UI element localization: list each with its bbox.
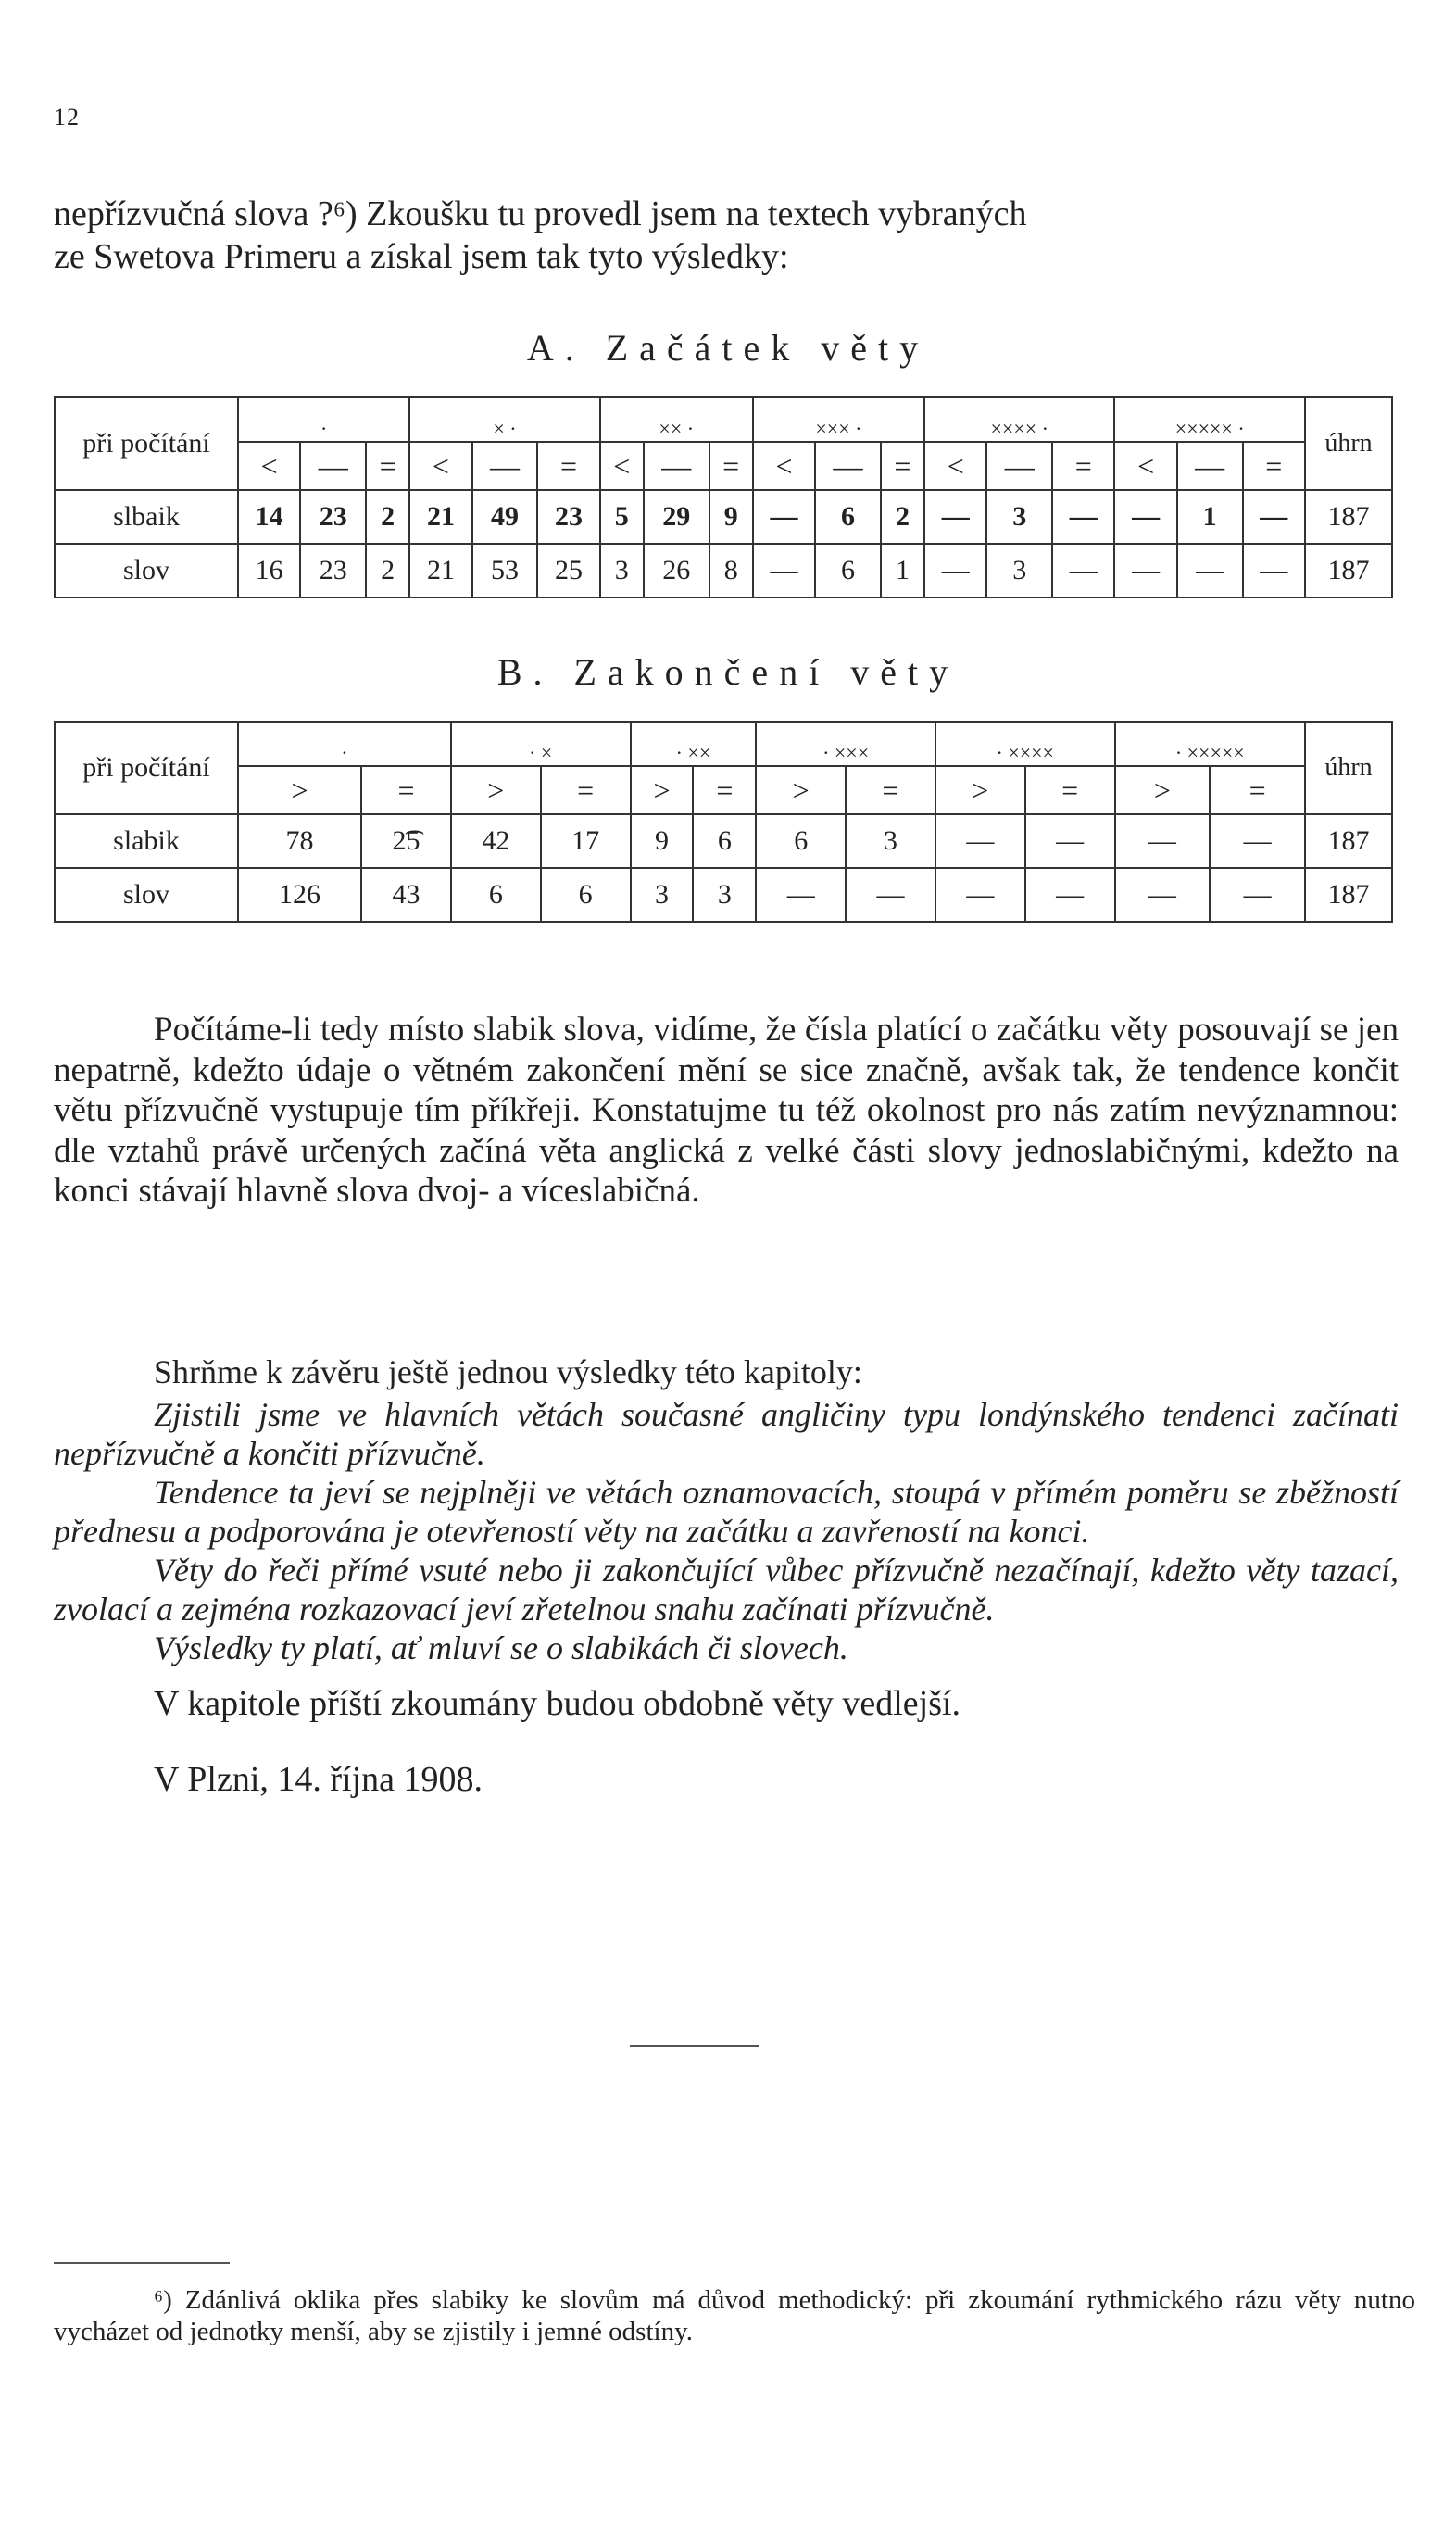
table-cell: 3 bbox=[600, 544, 644, 597]
table-cell: 5 bbox=[600, 490, 644, 544]
table-cell: 23 bbox=[300, 544, 366, 597]
table-cell: 3 bbox=[986, 490, 1052, 544]
table-row bbox=[55, 544, 1392, 597]
table-cell: 6 bbox=[541, 868, 631, 922]
summary-point: Tendence ta jeví se nejplněji ve větách oznamovacích, stoupá v přímém poměru se zběžností přednesu a podporována je otevřeností věty na začátku a zavřeností na konci. bbox=[54, 1474, 1399, 1550]
table-row bbox=[55, 868, 1392, 922]
table-a-ops-row bbox=[55, 442, 1392, 490]
table-b-pattern: · ×× bbox=[631, 722, 757, 766]
comparison-op: = bbox=[541, 766, 631, 814]
table-cell: 1 bbox=[881, 544, 924, 597]
row-total: 187 bbox=[1305, 490, 1392, 544]
summary bbox=[54, 1352, 1399, 1799]
comparison-op: — bbox=[1177, 442, 1243, 490]
table-a-pattern: ××× · bbox=[753, 397, 924, 442]
table-cell: — bbox=[1243, 490, 1306, 544]
table-b-pattern: · × bbox=[451, 722, 631, 766]
table-cell: 23 bbox=[300, 490, 366, 544]
table-cell: — bbox=[924, 490, 986, 544]
table-cell: 25 bbox=[537, 544, 599, 597]
comparison-op: = bbox=[881, 442, 924, 490]
table-cell: — bbox=[1210, 868, 1305, 922]
summary-point: Výsledky ty platí, ať mluví se o slabikách či slovech. bbox=[154, 1629, 848, 1666]
page-number: 12 bbox=[54, 104, 80, 131]
row-label: slabik bbox=[55, 814, 238, 868]
table-cell: 2 bbox=[366, 490, 409, 544]
table-cell: 3 bbox=[846, 814, 935, 868]
comparison-op: — bbox=[300, 442, 366, 490]
table-cell: — bbox=[756, 868, 846, 922]
table-cell: 1 bbox=[1177, 490, 1243, 544]
row-total: 187 bbox=[1305, 814, 1392, 868]
table-cell: — bbox=[1052, 490, 1114, 544]
table-cell: — bbox=[1052, 544, 1114, 597]
table-b bbox=[54, 721, 1393, 923]
table-a-pattern: · bbox=[238, 397, 409, 442]
table-cell: 6 bbox=[451, 868, 541, 922]
summary-point: Zjistili jsme ve hlavních větách současné angličiny typu londýnského tendenci začínati nepřízvučně a končiti přízvučně. bbox=[54, 1396, 1399, 1472]
table-cell: 78 bbox=[238, 814, 361, 868]
table-a bbox=[54, 396, 1393, 598]
table-cell: 6 bbox=[815, 490, 881, 544]
body-paragraph bbox=[54, 1010, 1399, 1212]
comparison-op: — bbox=[815, 442, 881, 490]
signoff: V Plzni, 14. října 1908. bbox=[154, 1760, 483, 1799]
table-a-pattern: × · bbox=[409, 397, 599, 442]
comparison-op: < bbox=[600, 442, 644, 490]
comparison-op: — bbox=[986, 442, 1052, 490]
comparison-op: < bbox=[753, 442, 815, 490]
table-a-row-header: při počítání bbox=[55, 397, 238, 490]
table-a-pattern: ×××× · bbox=[924, 397, 1114, 442]
table-b-ops-row bbox=[55, 766, 1392, 814]
table-a-total-header: úhrn bbox=[1305, 397, 1392, 490]
comparison-op: > bbox=[238, 766, 361, 814]
table-cell: 2 bbox=[881, 490, 924, 544]
comparison-op: > bbox=[1115, 766, 1211, 814]
comparison-op: = bbox=[1025, 766, 1115, 814]
table-cell: 42 bbox=[451, 814, 541, 868]
intro-paragraph bbox=[54, 193, 1399, 278]
table-cell: 9 bbox=[631, 814, 694, 868]
footnote-divider bbox=[54, 2262, 230, 2264]
table-cell: — bbox=[1025, 868, 1115, 922]
table-cell: — bbox=[935, 868, 1025, 922]
table-cell: 126 bbox=[238, 868, 361, 922]
table-cell: 3 bbox=[693, 868, 756, 922]
table-cell: 6 bbox=[693, 814, 756, 868]
comparison-op: > bbox=[935, 766, 1025, 814]
table-cell: — bbox=[846, 868, 935, 922]
table-cell: 6 bbox=[756, 814, 846, 868]
row-total: 187 bbox=[1305, 544, 1392, 597]
table-b-total-header: úhrn bbox=[1305, 722, 1392, 814]
comparison-op: < bbox=[409, 442, 471, 490]
table-cell: — bbox=[1114, 544, 1176, 597]
summary-lead: Shrňme k závěru ještě jednou výsledky této kapitoly: bbox=[154, 1353, 862, 1390]
table-cell: — bbox=[1243, 544, 1306, 597]
comparison-op: < bbox=[924, 442, 986, 490]
table-cell: 53 bbox=[472, 544, 538, 597]
comparison-op: — bbox=[472, 442, 538, 490]
comparison-op: = bbox=[366, 442, 409, 490]
table-b-title: B. Zakončení věty bbox=[496, 651, 960, 693]
body-paragraph-text: Počítáme-li tedy místo slabik slova, vidíme, že čísla platící o začátku věty posouvají se jen nepatrně, kdežto údaje o větném zakončení mění se sice značně, avšak tak, že tendence končit větu přízvučně vystupuje tím příkřeji. Konstatujme tu též okolnost pro nás zatím nevýznamnou: dle vztahů právě určených začíná věta anglická z velké části slovy jednoslabičnými, kdežto na konci stávají hlavně slova dvoj- a víceslabičná. bbox=[54, 1011, 1399, 1210]
row-label: slov bbox=[55, 544, 238, 597]
table-cell: — bbox=[1115, 814, 1211, 868]
row-label: slov bbox=[55, 868, 238, 922]
table-cell: 3 bbox=[986, 544, 1052, 597]
section-divider bbox=[630, 2045, 759, 2047]
comparison-op: < bbox=[1114, 442, 1176, 490]
summary-next-chapter: V kapitole příští zkoumány budou obdobně věty vedlejší. bbox=[154, 1684, 961, 1723]
table-cell: 6 bbox=[815, 544, 881, 597]
table-cell: 3 bbox=[631, 868, 694, 922]
table-cell: — bbox=[753, 490, 815, 544]
comparison-op: > bbox=[756, 766, 846, 814]
table-a-pattern: ××××× · bbox=[1114, 397, 1305, 442]
row-label: slbaik bbox=[55, 490, 238, 544]
table-cell: 23 bbox=[537, 490, 599, 544]
table-cell: — bbox=[924, 544, 986, 597]
table-cell: 17 bbox=[541, 814, 631, 868]
comparison-op: = bbox=[846, 766, 935, 814]
table-cell: 43 bbox=[361, 868, 451, 922]
table-cell: — bbox=[1114, 490, 1176, 544]
table-cell: 2͡5 bbox=[361, 814, 451, 868]
comparison-op: < bbox=[238, 442, 300, 490]
table-cell: 26 bbox=[644, 544, 709, 597]
table-cell: — bbox=[1115, 868, 1211, 922]
table-cell: — bbox=[1025, 814, 1115, 868]
table-cell: 14 bbox=[238, 490, 300, 544]
comparison-op: > bbox=[451, 766, 541, 814]
intro-line-1: nepřízvučná slova ?⁶) Zkoušku tu provedl jsem na textech vybraných bbox=[54, 195, 1027, 233]
table-b-pattern: · ×××× bbox=[935, 722, 1115, 766]
table-cell: 8 bbox=[709, 544, 753, 597]
table-cell: 29 bbox=[644, 490, 709, 544]
comparison-op: = bbox=[537, 442, 599, 490]
table-cell: 9 bbox=[709, 490, 753, 544]
table-cell: 21 bbox=[409, 490, 471, 544]
comparison-op: = bbox=[1052, 442, 1114, 490]
comparison-op: = bbox=[1243, 442, 1306, 490]
footnote bbox=[54, 2284, 1415, 2347]
comparison-op: = bbox=[361, 766, 451, 814]
table-cell: 21 bbox=[409, 544, 471, 597]
table-b-pattern: · ××× bbox=[756, 722, 935, 766]
summary-point: Věty do řeči přímé vsuté nebo ji zakončující vůbec přízvučně nezačínají, kdežto věty tazací, zvolací a zejména rozkazovací jeví zřetelnou snahu začínati přízvučně. bbox=[54, 1552, 1399, 1628]
table-cell: — bbox=[1177, 544, 1243, 597]
table-cell: — bbox=[753, 544, 815, 597]
table-row bbox=[55, 814, 1392, 868]
table-b-pattern: · ××××× bbox=[1115, 722, 1305, 766]
comparison-op: = bbox=[1210, 766, 1305, 814]
comparison-op: = bbox=[693, 766, 756, 814]
row-total: 187 bbox=[1305, 868, 1392, 922]
table-cell: 2 bbox=[366, 544, 409, 597]
table-row bbox=[55, 490, 1392, 544]
table-a-title: A. Začátek věty bbox=[526, 327, 930, 369]
table-a-pattern: ×× · bbox=[600, 397, 753, 442]
table-b-row-header: při počítání bbox=[55, 722, 238, 814]
footnote-text: ⁶) Zdánlivá oklika přes slabiky ke slovům má důvod methodický: při zkoumání rythmického rázu věty nutno vycházet od jednotky menší, aby se zjistily i jemné odstíny. bbox=[54, 2285, 1415, 2346]
table-cell: 16 bbox=[238, 544, 300, 597]
table-b-pattern: · bbox=[238, 722, 451, 766]
comparison-op: = bbox=[709, 442, 753, 490]
table-cell: — bbox=[1210, 814, 1305, 868]
intro-line-2: ze Swetova Primeru a získal jsem tak tyto výsledky: bbox=[54, 237, 789, 276]
comparison-op: > bbox=[631, 766, 694, 814]
table-cell: 49 bbox=[472, 490, 538, 544]
table-cell: — bbox=[935, 814, 1025, 868]
comparison-op: — bbox=[644, 442, 709, 490]
